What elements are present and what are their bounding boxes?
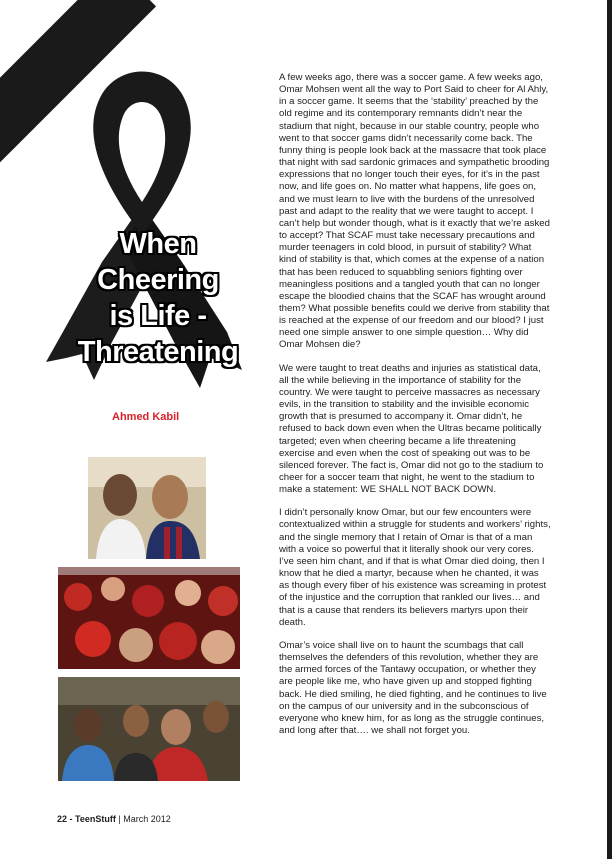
page-number: 22 xyxy=(57,814,68,824)
title-line: Threatening xyxy=(77,336,239,368)
issue-date: March 2012 xyxy=(123,814,171,824)
paragraph: Omar’s voice shall live on to haunt the scumbags that call themselves the defenders of this revolution, whether they are the armed forces of the Tantawy occupation, or whether they are people like me, who have given up and stopped fighting back. He died smiling, he died fighting, and he continues to live on the campus of our university and in the subconscious of everyone who knew him, for as long as the struggle continues, and long after that…. we shall not forget you. xyxy=(279,639,547,736)
author-byline: Ahmed Kabil xyxy=(112,411,180,423)
group-photo xyxy=(58,677,240,781)
title-line: Cheering xyxy=(97,264,219,296)
footer-separator: - xyxy=(67,814,76,824)
paragraph: We were taught to treat deaths and injuries as statistical data, all the while believing in the importance of stability for the country. We were taught to perceive massacres as necessary evils, in the transition to stability and the invisible economic growth that is presumed to accompany it. Omar didn’t, he refused to back down even when the Ultras became politically targeted; even when cheering became a life threatening exercise and even when the cost of speaking out was to be silenced forever. The fact is, Omar did not go to the stadium to cheer for a soccer team that night, he went to the stadium to make a statement: WE SHALL NOT BACK DOWN. xyxy=(279,362,544,496)
title-line: When xyxy=(119,228,197,260)
page-footer xyxy=(57,814,171,824)
title-line: is Life - xyxy=(109,300,207,332)
crowd-photo xyxy=(58,567,240,669)
article-title xyxy=(58,226,258,370)
portrait-photo xyxy=(88,457,206,559)
page-edge-strip xyxy=(607,0,612,859)
paragraph: A few weeks ago, there was a soccer game. A few weeks ago, Omar Mohsen went all the way to Port Said to cheer for Al Ahly, in a soccer game. It seems that the ‘stability’ preached by the old regime and its contemporary remnants didn’t near the stadium that night, because in our stable country, people who went to that soccer gams didn’t necessarily come back. The funny thing is people look back at the massacre that took place that night with sad sardonic grimaces and sympathetic brooding expressions that no longer touch their eyes, for it’s in the past now, and life goes on. No matter what happens, life goes on, and we must learn to live with the burdens of the unresolved past and adapt to the reality that we were taught to accept. I can’t help but wonder though, what is it exactly that we’re asked to accept? That SCAF must take necessary precautions and murder teenagers in cold blood, in pursuit of stability? What kind of stability is that, which comes at the expense of a nation that has been reduced to squabbling seniors fighting over meaningless positions and a tangled youth that can no longer escape the bloodied chains that the SCAF has wrought around them? What possible benefits could we derive from stability that is reached at the expense of our freedom and our blood? I just need one simple answer to one simple question… Why did Omar Mohsen die? xyxy=(279,72,550,351)
magazine-name: TeenStuff xyxy=(75,814,116,824)
footer-divider: | xyxy=(115,814,124,824)
article-body xyxy=(279,72,551,748)
paragraph: I didn’t personally know Omar, but our few encounters were contextualized within a struggle for students and workers’ rights, and the single memory that I retain of Omar is that of a man with a voice so powerful that it literally shook our very cores. I’ve seen him chant, and if that is what Omar died doing, then I know that he died a martyr, because when he chanted, it was as though every fiber of his existence was screaming in protest of the injustice and the corruption that rankled our lives… and that is a cause that renders its believers martyrs upon their death. xyxy=(279,507,551,628)
